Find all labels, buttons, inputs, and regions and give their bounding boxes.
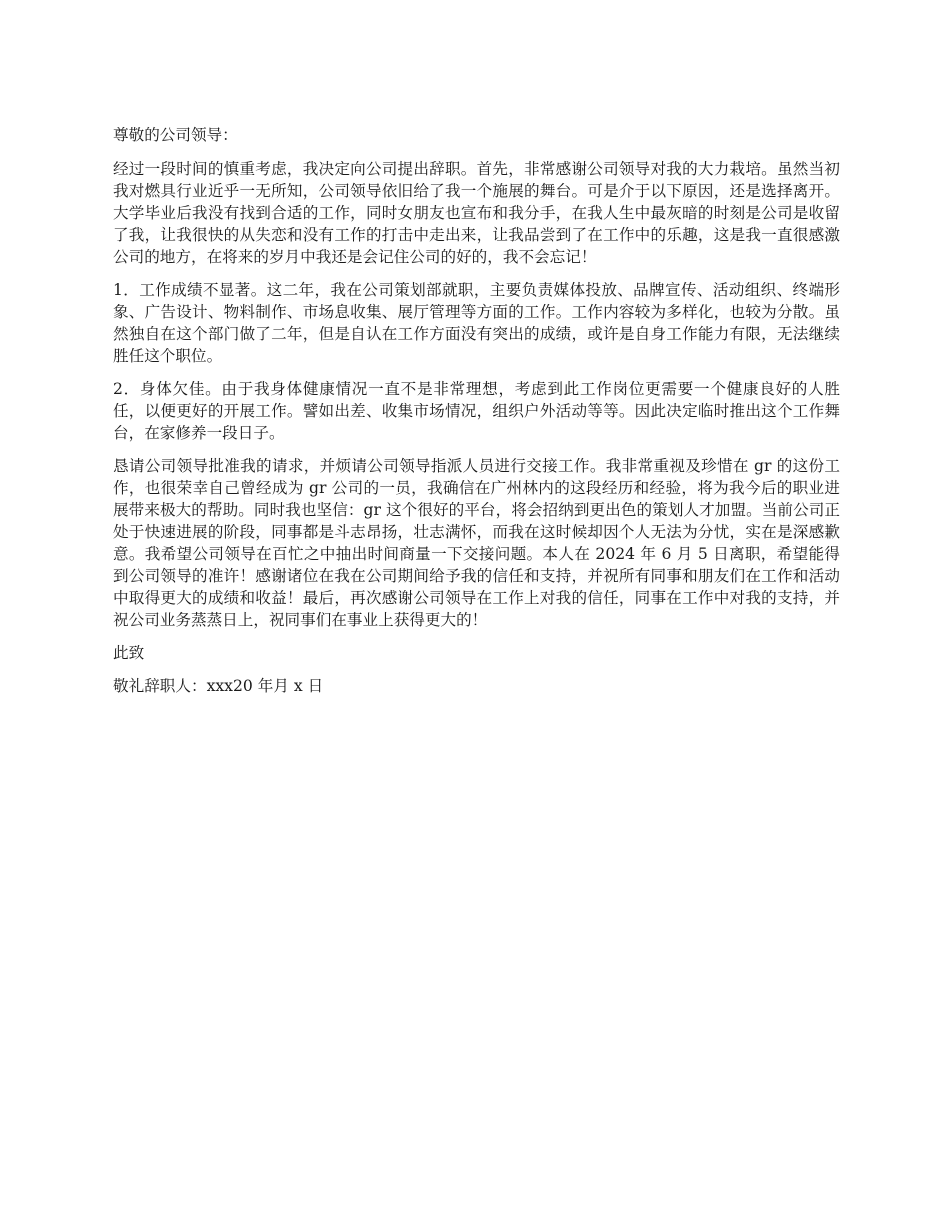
signature-line: 敬礼辞职人：xxx20 年月 x 日: [113, 677, 324, 695]
reason-one-paragraph: 1．工作成绩不显著。这二年，我在公司策划部就职，主要负责媒体投放、品牌宣传、活动组织、终端形象、广告设计、物料制作、市场息收集、展厅管理等方面的工作。工作内容较为多样化，也较为分散。虽然独自在这个部门做了二年，但是自认在工作方面没有突出的成绩，或许是自身工作能力有限，无法继续胜任这个职位。: [113, 281, 840, 365]
reason-two-paragraph: 2．身体欠佳。由于我身体健康情况一直不是非常理想，考虑到此工作岗位更需要一个健康良好的人胜任，以便更好的开展工作。譬如出差、收集市场情况，组织户外活动等等。因此决定临时推出这个工作舞台，在家修养一段日子。: [113, 380, 840, 442]
salutation: 尊敬的公司领导：: [113, 126, 238, 144]
intro-paragraph: 经过一段时间的慎重考虑，我决定向公司提出辞职。首先，非常感谢公司领导对我的大力栽培。虽然当初我对燃具行业近乎一无所知，公司领导依旧给了我一个施展的舞台。可是介于以下原因，还是选择离开。大学毕业后我没有找到合适的工作，同时女朋友也宣布和我分手，在我人生中最灰暗的时刻是公司是收留了我，让我很快的从失恋和没有工作的打击中走出来，让我品尝到了在工作中的乐趣，这是我一直很感激公司的地方，在将来的岁月中我还是会记住公司的好的，我不会忘记！: [113, 160, 840, 266]
resignation-letter: [113, 124, 840, 708]
request-paragraph: 恳请公司领导批准我的请求，并烦请公司领导指派人员进行交接工作。我非常重视及珍惜在 gr 的这份工作，也很荣幸自己曾经成为 gr 公司的一员，我确信在广州林内的这段经历和经验，将为我今后的职业进展带来极大的帮助。同时我也坚信：gr 这个很好的平台，将会招纳到更出色的策划人才加盟。当前公司正处于快速进展的阶段，同事都是斗志昂扬，壮志满怀，而我在这时候却因个人无法为分忧，实在是深感歉意。我希望公司领导在百忙之中抽出时间商量一下交接问题。本人在 2024 年 6 月 5 日离职，希望能得到公司领导的准许！感谢诸位在我在公司期间给予我的信任和支持，并祝所有同事和朋友们在工作和活动中取得更大的成绩和收益！最后，再次感谢公司领导在工作上对我的信任，同事在工作中对我的支持，并祝公司业务蒸蒸日上，祝同事们在事业上获得更大的！: [113, 457, 840, 629]
closing-text: 此致: [113, 644, 145, 662]
